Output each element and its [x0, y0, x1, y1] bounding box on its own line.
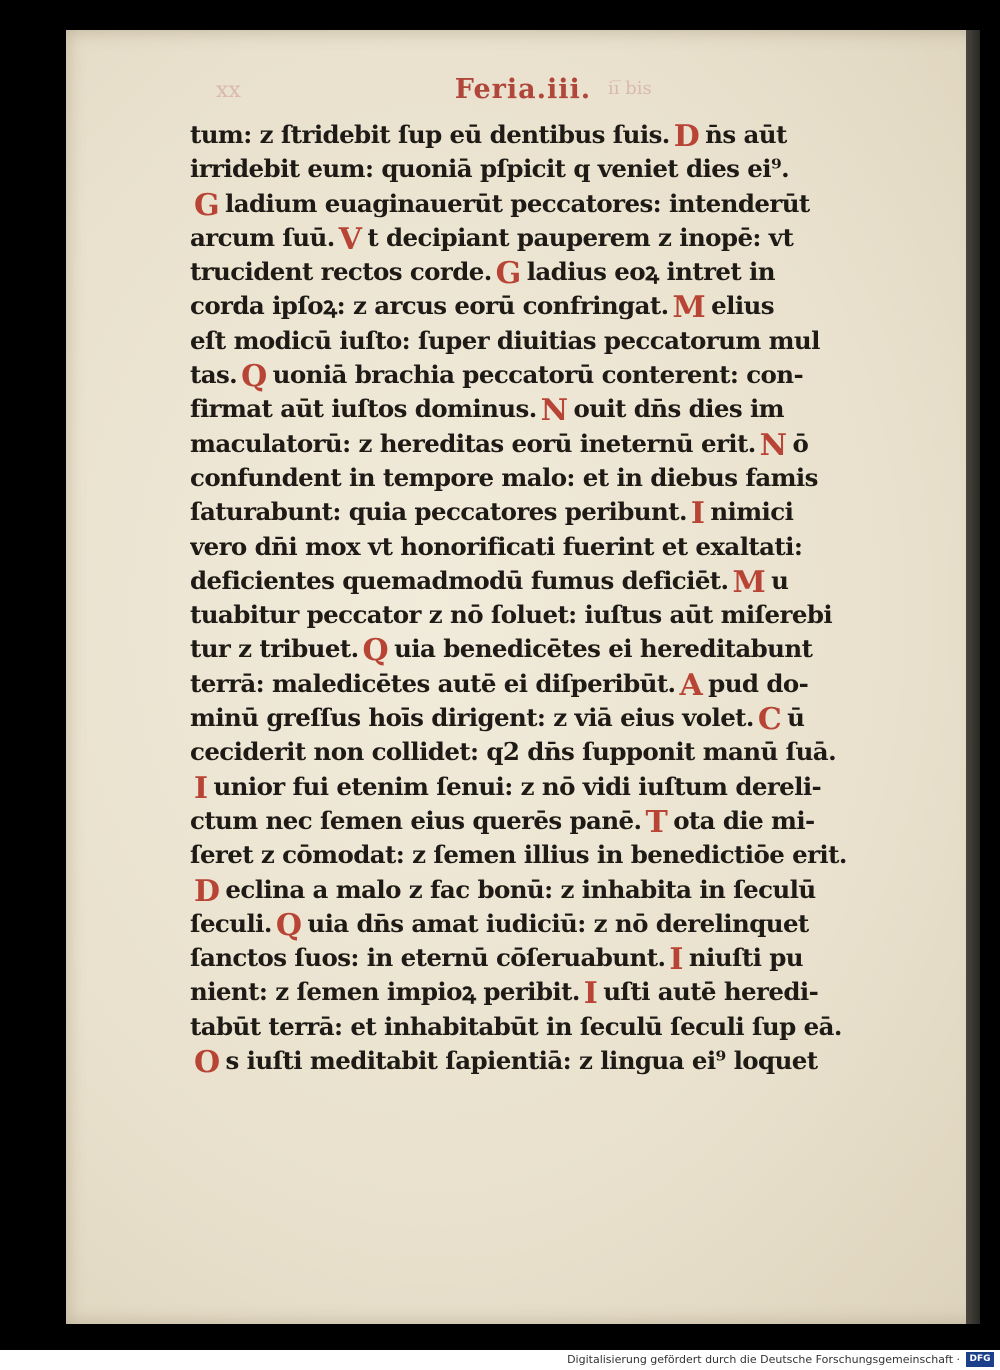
line-text-after-initial: s iuſti meditabit ſapientiā: z lingua ei⁹ loquet [225, 1046, 818, 1076]
line-text-after-initial: uia benedicētes ei hereditabunt [394, 634, 813, 664]
line-text-after-initial: ouit dn̄s dies im [573, 394, 785, 424]
rubricated-initial: I [583, 976, 598, 1010]
text-line [190, 324, 910, 358]
header-faint-note: ii̅ bis [608, 78, 652, 99]
text-line [190, 632, 910, 666]
line-text-after-initial: eclina a malo z fac bonū: z inhabita in ſeculū [225, 874, 816, 904]
line-text: tur z tribuet. [190, 634, 359, 664]
page-edge [966, 30, 980, 1324]
line-text: minū greſſus hoīs dirigent: z viā eius volet. [190, 703, 754, 733]
line-text: ctum nec ſemen eius querēs panē. [190, 805, 642, 835]
text-line [190, 701, 910, 735]
line-text-after-initial: ladius eoꝝ intret in [526, 257, 775, 287]
line-text-after-initial: ota die mi- [673, 805, 815, 835]
line-text-after-initial: unior fui etenim ſenui: z nō vidi iuſtum dereli- [213, 771, 822, 801]
text-line [190, 358, 910, 392]
line-text: ſeculi. [190, 908, 272, 938]
line-text-after-initial: pud do- [708, 668, 809, 698]
text-line [190, 873, 910, 907]
line-text: trucident rectos corde. [190, 257, 492, 287]
line-text: tuabitur peccator z nō ſoluet: iuſtus aūt miſerebi [190, 600, 833, 630]
text-line [190, 461, 910, 495]
line-text: eſt modicū iuſto: ſuper diuitias peccatorum mul [190, 325, 820, 355]
rubricated-initial: C [757, 702, 782, 736]
line-text: deficientes quemadmodū fumus deficiēt. [190, 565, 729, 595]
line-text-after-initial: ō [792, 428, 809, 458]
line-text: firmat aūt iuſtos dominus. [190, 394, 537, 424]
rubricated-initial: Q [241, 359, 267, 393]
text-line [190, 152, 910, 186]
text-line [190, 735, 910, 769]
text-line [190, 838, 910, 872]
line-text-after-initial: n̄s aūt [705, 120, 787, 149]
text-line [190, 941, 910, 975]
line-text: maculatorū: z hereditas eorū ineternū erit. [190, 428, 756, 458]
rubricated-initial: I [669, 942, 683, 976]
footer-credit: Digitalisierung gefördert durch die Deutsche Forschungsgemeinschaft · [567, 1353, 960, 1366]
rubricated-initial: G [194, 187, 220, 221]
rubricated-initial: D [673, 119, 700, 153]
rubricated-initial: I [194, 770, 208, 804]
rubricated-initial: Q [362, 633, 389, 667]
rubricated-initial: O [194, 1045, 220, 1079]
line-text: arcum ſuū. [190, 222, 335, 252]
text-line [190, 530, 910, 564]
line-text: vero dn̄i mox vt honorificati fuerint et exaltati: [190, 531, 803, 561]
rubricated-initial: M [672, 290, 706, 324]
line-text-after-initial: t decipiant pauperem z inopē: vt [367, 222, 794, 252]
line-text-after-initial: uoniā brachia peccatorū conterent: con- [272, 360, 804, 390]
text-line [190, 427, 910, 461]
rubricated-initial: N [540, 393, 568, 427]
line-text-after-initial: niuſti pu [688, 943, 803, 973]
line-text: ſaturabunt: quia peccatores peribunt. [190, 497, 687, 527]
rubricated-initial: Q [275, 907, 302, 942]
line-text-after-initial: u [771, 565, 789, 595]
header-title: Feria.iii. [454, 74, 592, 105]
line-text-after-initial: nimici [710, 497, 794, 527]
text-line [190, 564, 910, 598]
text-line [190, 770, 910, 804]
text-line [190, 598, 910, 632]
text-line [190, 392, 910, 426]
line-text: tum: z ſtridebit ſup eū dentibus ſuis. [190, 120, 670, 149]
line-text: tas. [190, 360, 238, 390]
header-faint-folio: xx [216, 78, 241, 103]
line-text: irridebit eum: quoniā pſpicit q veniet dies ei⁹. [190, 154, 790, 184]
rubricated-initial: V [338, 221, 362, 256]
line-text-after-initial: ū [787, 703, 805, 733]
text-line [190, 495, 910, 529]
line-text: ſanctos ſuos: in eternū cōſeruabunt. [190, 943, 666, 973]
footer-bar [0, 1350, 1000, 1370]
line-text: tabūt terrā: et inhabitabūt in ſeculū ſeculi ſup eā. [190, 1011, 842, 1041]
line-text: corda ipſoꝝ: z arcus eorū confringat. [190, 291, 669, 321]
text-line [190, 289, 910, 323]
line-text-after-initial: uia dn̄s amat iudiciū: z nō derelinquet [307, 908, 809, 938]
rubricated-initial: N [759, 427, 787, 461]
text-line [190, 1010, 910, 1044]
line-text-after-initial: elius [711, 291, 774, 321]
line-text: terrā: maledicētes autē ei diſperibūt. [190, 668, 676, 698]
text-line [190, 804, 910, 838]
rubricated-initial: M [732, 564, 766, 599]
line-text-after-initial: uſti autē heredi- [603, 977, 819, 1007]
rubricated-initial: D [194, 873, 220, 907]
rubricated-initial: T [645, 804, 668, 839]
running-header [66, 74, 980, 114]
line-text-after-initial: ladium euaginauerūt peccatores: intenderūt [225, 188, 810, 218]
text-line [190, 187, 910, 221]
text-line [190, 975, 910, 1009]
dfg-logo-icon: DFG [966, 1352, 994, 1367]
rubricated-initial: A [679, 667, 703, 702]
text-line [190, 1044, 910, 1078]
text-line [190, 907, 910, 941]
line-text: ceciderit non collidet: q2 dn̄s ſupponit manū ſuā. [190, 737, 837, 767]
line-text: nient: z ſemen impioꝝ peribit. [190, 977, 580, 1007]
line-text: ſeret z cōmodat: z ſemen illius in benedictiōe erit. [190, 840, 847, 870]
rubricated-initial: G [495, 256, 521, 290]
line-text: confundent in tempore malo: et in diebus famis [190, 462, 818, 492]
text-line [190, 667, 910, 701]
text-line [190, 221, 910, 255]
text-line [190, 255, 910, 289]
rubricated-initial: I [690, 496, 705, 530]
text-block [190, 118, 910, 1078]
book-page [66, 30, 980, 1324]
text-line [190, 118, 910, 152]
